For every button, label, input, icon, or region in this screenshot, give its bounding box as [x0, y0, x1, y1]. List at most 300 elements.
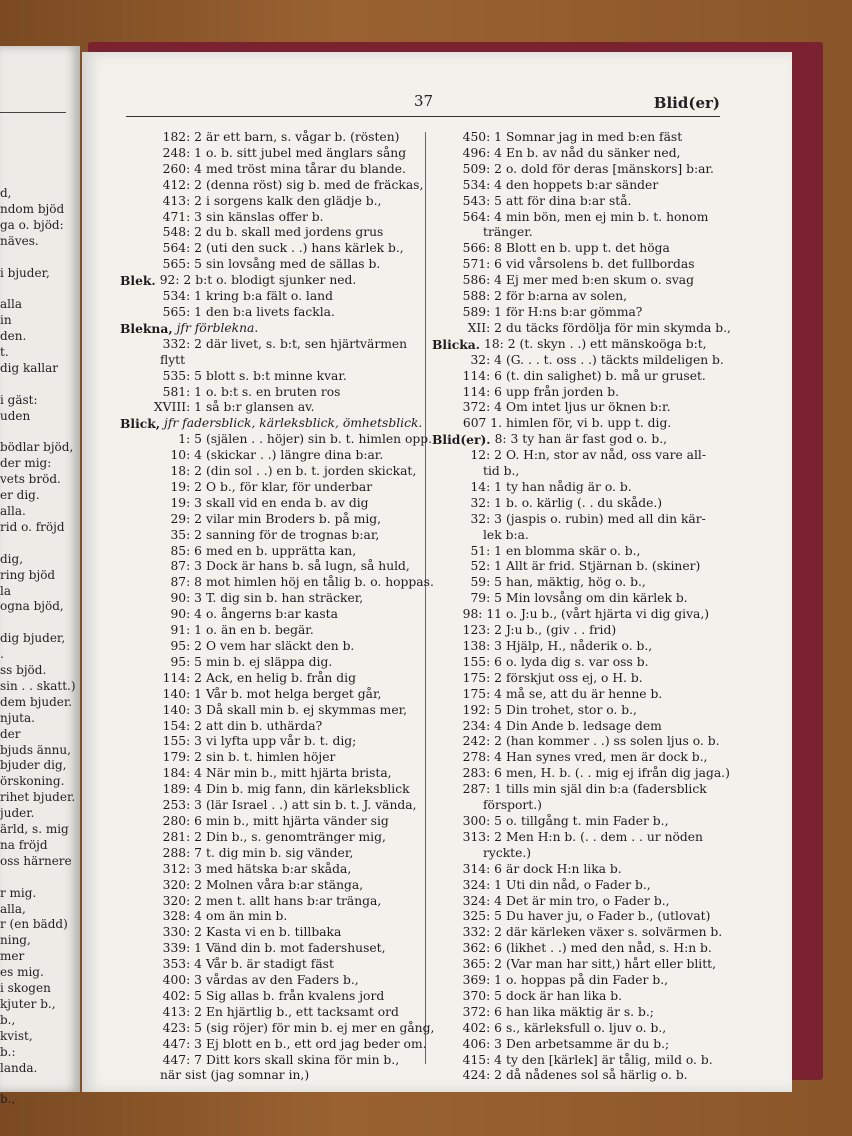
entry-text: där livet, s. b:t, sen hjärtvärmen	[206, 336, 408, 351]
entry-line	[432, 273, 724, 289]
entry-ref: 400: 3	[162, 973, 202, 988]
entry-ref: 140: 3	[162, 702, 202, 717]
entry-ref: XII: 2	[467, 320, 502, 335]
entry-text: Dock är hans b. så lugn, så huld,	[206, 559, 410, 574]
entry-text: (likhet . .) med den nåd, s. H:n b.	[506, 941, 712, 956]
entry-line	[432, 162, 724, 178]
entry-text: Kasta vi en b. tillbaka	[206, 925, 342, 940]
entry-line	[120, 703, 422, 719]
entry-ref: 415: 4	[462, 1052, 502, 1067]
entry-text: upp från jorden b.	[506, 384, 620, 399]
left-page-fragment: vets bröd.	[0, 472, 61, 487]
entry-text: (t. din salighet) b. må ur gruset.	[506, 368, 706, 383]
entry-ref: 59: 5	[470, 575, 502, 590]
entry-ref: 571: 6	[462, 257, 502, 272]
left-page-fragment: bödlar bjöd,	[0, 440, 74, 455]
entry-line	[120, 607, 422, 623]
entry-line	[432, 671, 724, 687]
entry-ref: 564: 2	[162, 241, 202, 256]
entry-text: om än min b.	[206, 909, 288, 924]
entry-text: o. b:t s. en bruten ros	[206, 384, 341, 399]
entry-ref: 412: 2	[162, 177, 202, 192]
entry-ref: 123: 2	[462, 623, 502, 638]
entry-text: Om intet ljus ur öknen b:r.	[506, 400, 671, 415]
entry-text: du b. skall med jordens grus	[206, 225, 384, 240]
entry-line	[120, 432, 433, 448]
entry-ref: 543: 5	[462, 193, 502, 208]
left-page-fragment: es mig.	[0, 965, 44, 980]
entry-line	[432, 957, 724, 973]
entry-ref: 534: 4	[462, 177, 502, 192]
left-page-fragment: ning,	[0, 933, 31, 948]
entry-text: Ack, en helig b. från dig	[206, 670, 356, 685]
entry-line	[120, 591, 422, 607]
column-divider	[425, 132, 426, 1064]
entry-line	[120, 464, 422, 480]
entry-ref: 18: 2	[170, 464, 202, 479]
entry-ref: 192: 5	[462, 702, 502, 717]
entry-line	[120, 862, 422, 878]
entry-text: sin b. t. himlen höjer	[206, 750, 336, 765]
entry-text: vid vårsolens b. det fullbordas	[506, 257, 695, 272]
entry-ref: 534: 1	[162, 289, 202, 304]
entry-text: sanning för de trognas b:ar,	[206, 527, 380, 542]
entry-ref: 471: 3	[162, 209, 202, 224]
left-page-fragment: näves.	[0, 233, 39, 248]
entry-ref: 328: 4	[162, 909, 202, 924]
entry-text: han, mäktig, hög o. b.,	[506, 575, 646, 590]
entry-line	[432, 178, 724, 194]
entry-line	[432, 480, 724, 496]
entry-ref: 314: 6	[462, 861, 502, 876]
entry-line	[432, 766, 730, 782]
entry-line	[120, 814, 422, 830]
entry-ref: 413: 2	[162, 193, 202, 208]
entry-ref: 325: 5	[462, 909, 502, 924]
entry-text: för b:arna av solen,	[506, 289, 628, 304]
entry-ref: 372: 6	[462, 1004, 502, 1019]
left-page-fragment: i gäst:	[0, 392, 38, 407]
entry-line	[120, 846, 422, 862]
left-page	[0, 46, 80, 1107]
entry-ref: 586: 4	[462, 273, 502, 288]
entry-ref: 182: 2	[162, 130, 202, 144]
entry-line	[120, 766, 422, 782]
entry-ref: 369: 1	[462, 973, 502, 988]
entry-text: sin lovsång med de sällas b.	[206, 257, 381, 272]
entry-ref: 589: 1	[462, 304, 502, 319]
left-page-fragment: dig,	[0, 551, 24, 566]
left-page-fragment: sin . . skatt.)	[0, 678, 76, 693]
left-page-fragment: b.,	[0, 1012, 16, 1027]
entry-text: Då skall min b. ej skymmas mer,	[206, 702, 408, 717]
entry-line	[432, 544, 724, 560]
entry-ref: 447: 3	[162, 1036, 202, 1051]
entry-ref: 496: 4	[462, 145, 502, 160]
left-page-fragment: dem bjuder.	[0, 694, 73, 709]
entry-ref: 114: 6	[462, 384, 502, 399]
entry-ref: 85: 6	[170, 543, 202, 558]
entry-ref: 280: 6	[162, 813, 202, 828]
left-page-fragment: juder.	[0, 806, 35, 821]
entry-continuation: tränger.	[483, 225, 533, 240]
entry-text: du täcks fördölja för min skymda b.,	[506, 320, 731, 335]
entry-text: ty han nådig är o. b.	[506, 479, 632, 494]
entry-ref: 402: 6	[462, 1020, 502, 1035]
entry-continuation: när sist (jag somnar in,)	[160, 1068, 310, 1083]
entry-ref: 140: 1	[162, 686, 202, 701]
entry-text: förskjut oss ej, o H. b.	[506, 670, 643, 685]
entry-line	[120, 337, 422, 353]
entry-line	[432, 941, 724, 957]
entry-text: b:t o. blodigt sjunker ned.	[195, 273, 357, 288]
entry-line	[432, 432, 724, 448]
entry-line	[432, 719, 724, 735]
entry-line	[432, 1005, 724, 1021]
entry-ref: 413: 2	[162, 1004, 202, 1019]
entry-line	[432, 655, 724, 671]
entry-continuation: flytt	[160, 352, 186, 367]
entry-ref: 565: 5	[162, 257, 202, 272]
entry-ref: 278: 4	[462, 750, 502, 765]
entry-line	[120, 687, 422, 703]
entry-ref: 312: 3	[162, 861, 202, 876]
entry-continuation: lek b:a.	[483, 527, 529, 542]
left-page-fragment: alla	[0, 297, 22, 312]
entry-ref: 91: 1	[170, 623, 202, 638]
entry-ref: 98: 11	[462, 607, 502, 622]
entry-text: med tröst mina tårar du blande.	[206, 161, 406, 176]
entry-line	[432, 496, 724, 512]
entry-ref: 1: 5	[178, 432, 202, 447]
entry-ref: 18: 2	[484, 336, 516, 351]
entry-line	[432, 591, 724, 607]
entry-ref: 79: 5	[470, 591, 502, 606]
left-page-fragment: ring bjöd	[0, 567, 56, 582]
left-page-fragment: oss härnere	[0, 853, 72, 868]
entry-text: o. ångerns b:ar kasta	[206, 607, 338, 622]
entry-line	[120, 639, 422, 655]
entry-ref: 51: 1	[470, 543, 502, 558]
entry-ref: 14: 1	[470, 479, 502, 494]
entry-text: där kärleken växer s. solvärmen b.	[506, 925, 723, 940]
entry-text: i sorgens kalk den glädje b.,	[206, 193, 382, 208]
entry-ref: 184: 4	[162, 766, 202, 781]
entry-ref: 607 1.	[462, 416, 502, 431]
left-page-fragment: landa.	[0, 1060, 38, 1075]
entry-line	[432, 257, 724, 273]
entry-text: s., kärleksfull o. ljuv o. b.,	[506, 1020, 667, 1035]
entry-line	[432, 734, 724, 750]
entry-line	[432, 925, 724, 941]
entry-text: Din b. mig fann, din kärleksblick	[206, 782, 410, 797]
headword: Blick,	[120, 416, 161, 432]
entry-text: Han synes vred, men är dock b.,	[506, 750, 708, 765]
entry-line	[432, 814, 724, 830]
entry-text: jfr fadersblick, kärleksblick, ömhetsblick.	[164, 416, 423, 431]
entry-text: O. H:n, stor av nåd, oss vare all-	[506, 448, 706, 463]
left-page-fragment: .	[0, 647, 4, 662]
entry-text: o. dold för deras [mänskors] b:ar.	[506, 161, 714, 176]
left-page-fragment: b.,	[0, 1092, 16, 1107]
entry-text: vårdas av den Faders b.,	[206, 973, 359, 988]
entry-ref: XVIII: 1	[153, 400, 202, 415]
entry-line	[432, 448, 724, 464]
entry-ref: 32: 4	[470, 352, 502, 367]
entry-ref: 253: 3	[162, 798, 202, 813]
entry-ref: 365: 2	[462, 957, 502, 972]
entry-text: Ej mer med b:en skum o. svag	[506, 273, 694, 288]
entry-ref: 154: 2	[162, 718, 202, 733]
entry-line	[120, 941, 422, 957]
left-page-fragment: ärld, s. mig	[0, 822, 69, 836]
entry-line	[432, 146, 724, 162]
entry-ref: 95: 2	[170, 639, 202, 653]
entry-ref: 114: 2	[162, 670, 202, 685]
entry-text: Din trohet, stor o. b.,	[506, 702, 637, 717]
entry-ref: 535: 5	[162, 368, 202, 383]
running-head: Blid(er)	[653, 94, 720, 112]
entry-text: När min b., mitt hjärta brista,	[206, 766, 392, 781]
entry-line	[432, 623, 724, 639]
entry-ref: 581: 1	[162, 384, 202, 399]
entry-line	[432, 416, 724, 432]
entry-line	[432, 289, 724, 305]
entry-text: Uti din nåd, o Fader b.,	[506, 877, 651, 892]
entry-text: mot himlen höj en tålig b. o. hoppas.	[206, 575, 434, 590]
entry-line	[120, 210, 422, 226]
entry-text: Vår b. är stadigt fäst	[206, 957, 334, 972]
entry-text: b. o. kärlig (. . du skåde.)	[506, 495, 663, 510]
entry-ref: 423: 5	[162, 1020, 202, 1035]
headword: Blicka.	[432, 336, 480, 352]
entry-text: Sig allas b. från kvalens jord	[206, 988, 385, 1003]
entry-line	[432, 703, 724, 719]
entry-line	[120, 671, 422, 687]
left-page-fragment: ndom bjöd	[0, 201, 65, 216]
entry-text: då nådenes sol så härlig o. b.	[506, 1068, 688, 1083]
left-page-fragment: ogna bjöd,	[0, 599, 64, 614]
headword: Blekna,	[120, 320, 173, 336]
left-page-fragment: er dig.	[0, 488, 40, 503]
entry-ref: 29: 2	[170, 511, 202, 526]
left-page-fragment: alla.	[0, 504, 26, 518]
entry-ref: 287: 1	[462, 782, 502, 797]
entry-text: Ditt kors skall skina för min b.,	[206, 1052, 400, 1067]
entry-text: Vänd din b. mot fadershuset,	[206, 941, 386, 956]
entry-line	[120, 734, 422, 750]
entry-line	[432, 862, 724, 878]
left-page-fragment: d,	[0, 186, 12, 200]
entry-text: Den arbetsamme är du b.;	[506, 1036, 670, 1051]
entry-ref: 424: 2	[462, 1068, 502, 1083]
entry-ref: 8: 3	[494, 432, 519, 447]
entry-line	[120, 416, 422, 432]
entry-ref: 32: 3	[470, 511, 502, 526]
left-page-fragment: i skogen	[0, 981, 51, 995]
entry-ref: 362: 6	[462, 941, 502, 956]
left-page-fragment: njuta.	[0, 710, 35, 725]
left-page-fragment: b.:	[0, 1044, 16, 1059]
entry-ref: 260: 4	[162, 161, 202, 176]
entry-text: min b. ej släppa dig.	[206, 654, 333, 669]
entry-line	[432, 909, 724, 925]
entry-line	[432, 639, 724, 655]
entry-ref: 281: 2	[162, 829, 202, 844]
entry-text: himlen för, vi b. upp t. dig.	[506, 416, 672, 431]
entry-ref: 372: 4	[462, 400, 502, 415]
entry-line	[120, 1005, 422, 1021]
entry-ref: 10: 4	[170, 448, 202, 463]
entry-line	[120, 321, 422, 337]
entry-line	[432, 369, 724, 385]
entry-ref: 324: 4	[462, 893, 502, 908]
entry-line	[120, 1053, 422, 1069]
entry-text: Du haver ju, o Fader b., (utlovat)	[506, 909, 711, 924]
entry-ref: 19: 3	[170, 495, 202, 510]
entry-text: för H:ns b:ar gömma?	[506, 304, 643, 319]
entry-text: må se, att du är henne b.	[506, 686, 663, 701]
entry-line	[120, 400, 422, 416]
entry-ref: 87: 8	[170, 575, 202, 590]
left-page-fragment: bjuds ännu,	[0, 742, 71, 757]
entry-text: med en b. upprätta kan,	[206, 543, 357, 558]
entry-line	[432, 320, 731, 337]
entry-ref: 179: 2	[162, 750, 202, 765]
entry-text: Din Ande b. ledsage dem	[506, 718, 662, 733]
entry-text: Min lovsång om din kärlek b.	[506, 591, 688, 606]
left-page-fragment: alla,	[0, 901, 26, 916]
entry-ref: 353: 4	[162, 957, 202, 972]
entry-line	[432, 1068, 724, 1084]
page-number: 37	[414, 92, 434, 110]
entry-line	[120, 973, 422, 989]
entry-text: vilar min Broders b. på mig,	[206, 511, 382, 526]
left-page-fragment: der	[0, 726, 21, 741]
right-column	[432, 130, 731, 1084]
entry-text: t. dig min b. sig vänder,	[206, 845, 354, 860]
entry-ref: 447: 7	[162, 1052, 202, 1067]
entry-line	[120, 1036, 427, 1053]
entry-text: Men H:n b. (. . dem . . ur nöden	[506, 829, 703, 844]
left-page-fragment: kvist,	[0, 1028, 33, 1043]
entry-ref: 509: 2	[462, 161, 502, 176]
entry-text: (G. . . t. oss . .) täckts mildeligen b.	[506, 352, 724, 367]
entry-line	[432, 894, 724, 910]
entry-line	[432, 512, 724, 528]
entry-line	[120, 225, 422, 241]
entry-line	[120, 512, 422, 528]
entry-ref: 402: 5	[162, 988, 202, 1003]
entry-line	[432, 559, 724, 575]
entry-line	[120, 575, 434, 591]
left-page-fragment: la	[0, 583, 11, 598]
entry-line	[120, 719, 422, 735]
right-page	[82, 52, 792, 1092]
entry-ref: 320: 2	[162, 893, 202, 908]
entry-ref: 35: 2	[170, 527, 202, 542]
entry-text: så b:r glansen av.	[206, 400, 315, 415]
entry-text: ty han är fast god o. b.,	[522, 432, 668, 447]
left-page-fragment: r mig.	[0, 885, 37, 900]
entry-text: (sig röjer) för min b. ej mer en gång,	[206, 1020, 435, 1035]
entry-line	[432, 1037, 724, 1053]
entry-ref: 320: 2	[162, 877, 202, 892]
left-page-fragment: dig bjuder,	[0, 631, 66, 646]
entry-text: T. dig sin b. han sträcker,	[206, 591, 364, 606]
entry-line	[432, 337, 724, 353]
entry-line	[120, 369, 422, 385]
left-page-fragment: mer	[0, 949, 25, 964]
entry-ref: 95: 5	[170, 654, 202, 669]
entry-ref: 19: 2	[170, 479, 202, 494]
entry-text: O b., för klar, för underbar	[206, 479, 373, 494]
entry-line	[432, 210, 724, 226]
entry-text: sin känslas offer b.	[206, 209, 324, 224]
entry-line	[120, 1020, 435, 1037]
entry-continuation: ryckte.)	[483, 845, 532, 860]
entry-line	[432, 575, 724, 591]
entry-line	[432, 973, 724, 989]
left-page-fragment: bjuder dig,	[0, 758, 67, 773]
entry-ref: 155: 6	[462, 654, 502, 669]
left-page-fragment: t.	[0, 345, 9, 359]
entry-line	[120, 957, 422, 973]
entry-text: En b. av nåd du sänker ned,	[506, 145, 681, 160]
entry-line	[120, 909, 422, 925]
entry-text: (t. skyn . .) ett mänskoöga b:t,	[519, 336, 707, 351]
entry-line	[120, 798, 422, 814]
entry-text: att för dina b:ar stå.	[506, 193, 632, 208]
entry-ref: 300: 5	[462, 813, 502, 828]
entry-line	[432, 750, 724, 766]
entry-text: J:u b., (giv . . frid)	[506, 623, 617, 638]
entry-line	[120, 146, 422, 162]
entry-text: En hjärtlig b., ett tacksamt ord	[206, 1004, 399, 1019]
left-column	[120, 130, 435, 1084]
entry-line	[432, 353, 724, 369]
entry-line	[120, 305, 422, 321]
entry-line	[120, 559, 422, 575]
entry-text: (uti den suck . .) hans kärlek b.,	[206, 241, 404, 256]
entry-text: (lär Israel . .) att sin b. t. J. vända,	[206, 798, 417, 813]
entry-line	[432, 687, 724, 703]
entry-ref: 332: 2	[162, 336, 202, 351]
headword: Blek.	[120, 273, 156, 289]
entry-line	[432, 385, 724, 401]
left-page-fragment: ss bjöd.	[0, 663, 47, 677]
entry-ref: 332: 2	[462, 925, 502, 940]
entry-text: (Var man har sitt,) hårt eller blitt,	[506, 957, 716, 972]
entry-line	[432, 1021, 724, 1037]
left-page-fragment: der mig:	[0, 456, 52, 471]
entry-text: o. hoppas på din Fader b.,	[506, 973, 669, 988]
entry-line	[432, 607, 724, 623]
entry-line	[432, 305, 724, 321]
entry-line	[120, 448, 422, 464]
entry-line	[120, 130, 422, 146]
entry-ref: 52: 1	[470, 559, 502, 574]
entry-text: (skickar . .) längre dina b:ar.	[206, 448, 384, 463]
entry-line	[432, 400, 724, 416]
entry-text: men, H. b. (. . mig ej ifrån dig jaga.)	[506, 766, 730, 781]
entry-text: Din b., s. genomtränger mig,	[206, 829, 386, 844]
entry-text: jfr förblekna.	[176, 320, 259, 335]
entry-line	[120, 623, 422, 639]
entry-ref: 12: 2	[470, 448, 502, 463]
entry-ref: 288: 7	[162, 845, 202, 860]
entry-line	[432, 194, 724, 210]
